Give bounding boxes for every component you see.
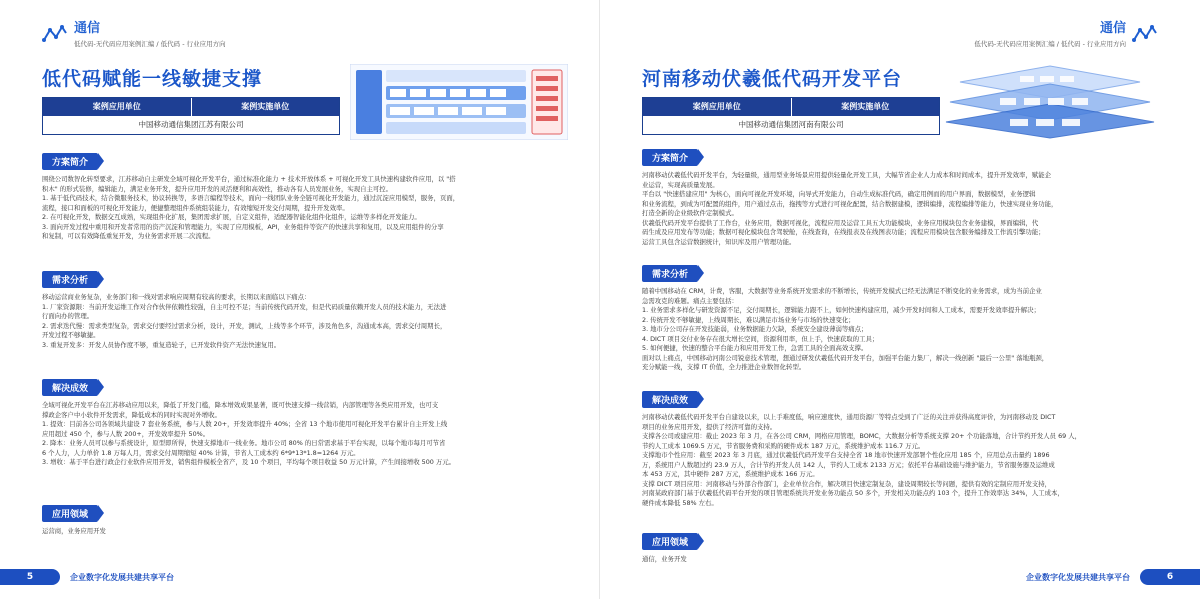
section-heading: 解决成效 (42, 379, 98, 396)
network-logo-icon (42, 24, 68, 44)
text-line: 和业务流程，到成为可配置的组件，用户通过点击，拖拽等方式进行可视化配置，结合数据建模，逻辑编排，流程编排等能力，快速实现业务功能， (642, 199, 1058, 208)
unit-header-application: 案例应用单位 (43, 98, 192, 116)
section-heading: 解决成效 (642, 391, 698, 408)
text-line: 1. 业务需求多样化与研发资源不足，交付周期长，逻辑能力跟不上，如何快速构建应用，减少开发时间和人工成本，需要开发效率提升解决； (642, 306, 1040, 314)
unit-header-implementation: 案例实施单位 (241, 102, 290, 111)
page-header (42, 22, 226, 48)
text-line: 通信，业务开发 (642, 555, 687, 563)
unit-table (642, 97, 940, 135)
text-line: 面对以上痛点，中国移动河南公司锐意技术管理，想通过研发伏羲低代码开发平台，加强平台能力集厂，解决一线创新 "最后一公里" 落地瓶颈， (642, 353, 1049, 362)
section-heading: 方案简介 (642, 149, 698, 166)
section-requirements (642, 262, 1162, 373)
section-heading: 需求分析 (42, 271, 98, 288)
text-line: 平台以 "快速搭建应用" 为核心，面向可视化开发环境，向导式开发能力，自动生成标准代码，确定用例而的用户界面，数据模型，业务逻辑 (642, 190, 1036, 198)
text-line: 6 个人力，人力单价 1.8 万每人月，需求交付周期缩短 40% 计算，节省人工成本约 6*9*13*1.8=1264 万元。 (42, 448, 360, 457)
page-footer (0, 569, 184, 585)
text-line: 5. 如何便捷，快速的整合平台能力和应用开发工作，急需工具的全面高效支撑。 (642, 344, 868, 352)
text-line: 运营工具包含运营数据统计，知识库及用户管理功能。 (642, 237, 796, 246)
page-title: 低代码赋能一线敏捷支撑 (42, 68, 263, 90)
text-line: 流程，接口和面板的可视化开发能力，便捷整理组件系统组装能力，有效缩短开发交付周期，提升开发效率。 (42, 203, 349, 212)
text-line: 1. 厂家资源限：当前开发运维工作对合作伙伴依赖性较强，自主可控不足；当前传统代码开发，但是代码质量依赖开发人员的技术能力，无法进 (42, 302, 447, 311)
text-line: 运营商，业务应用开发 (42, 527, 106, 535)
text-line: 围绕公司数智化转型要求，江苏移动自主研发全域可视化开发平台，通过标准化能力 + 技术开放体系 + 可视化开发工具快速构建软件应用，以 "搭 (42, 175, 456, 183)
page-header (974, 22, 1158, 48)
text-line: 2. 需求迭代慢：需求类型复杂，需求交付要经过需求分析，设计，开发，测试，上线等多个环节，涉及角色多，沟通成本高，需求交付周期长， (42, 321, 447, 330)
unit-table (42, 97, 340, 135)
text-line: 支撑地市个性应用：截至 2023 年 3 月底，通过伏羲低代码开发平台支持全省 18 地市快速开发部署个性化应用 185 个，应用总点击量约 1896 (642, 451, 1050, 459)
right-page (600, 0, 1200, 599)
footer-text: 企业数字化发展共建共享平台 (1026, 572, 1130, 582)
section-domain (42, 502, 562, 537)
text-line: 支撑 DICT 项目应用：河南移动与外部合作部门，企业单位合作，解决项目快速定制复杂，建设周期较长等问题，提供有效的定制应用开发支持， (642, 479, 1052, 488)
text-line: 河南移动伏羲低代码开发平台自建设以来，以上手难度低，响应速度快，通用资源厂等特点受到了广泛的关注并获得高度评价，为河南移动及 DICT (642, 413, 1056, 421)
text-line: 伏羲低代码开发平台提供了工作台，业务应用，数据可视化，流程应用及运营工具五大功能模块，业务应用模块包含业务建模，界面编辑，代 (642, 218, 1039, 227)
text-line: 1. 基于低代码技术，结合微服务技术，协议转换等，多语言编程等技术，面向一线团队业务全链可视化开发能力，通过沉淀应用模型，服务，页面， (42, 194, 460, 202)
text-line: 2. 传统开发不够敏捷，上线周期长，难以满足市场业务与市场的快速变化； (642, 315, 855, 324)
section-heading: 方案简介 (42, 153, 98, 170)
text-line: 4. DICT 项目交付业务存在很大增长空间，资源利用率，但上手，快速获取的工具； (642, 334, 879, 343)
text-line: 急需攻克的难题。痛点主要包括： (642, 296, 738, 305)
section-results (642, 388, 1162, 508)
unit-header-implementation: 案例实施单位 (841, 102, 890, 111)
text-line: 1. 提效：目前各公司各领域共建设 7 套业务系统，参与人数 20+，开发效率提升 40%；全省 13 个地市使用可视化开发平台累计自主开发上线 (42, 420, 448, 428)
text-line: 2. 降本：业务人员可以参与系统设计，原型即所得，快速支撑地市一线业务。地市公司 80% 的日常需求基于平台实现，以每个地市每月可节省 (42, 439, 446, 447)
text-line: 节约人工成本 1069.5 万元，节省服务费和采购的硬件成本 187 万元，系统维护成本 116.7 万元。 (642, 441, 925, 450)
header-title: 通信 (1099, 21, 1126, 36)
text-line: 撑政企客户中小软件开发需求，降低成本的同时实现对外增收。 (42, 410, 221, 419)
text-line: 应用超过 450 个，参与人数 200+，开发效率提升 50%。 (42, 429, 210, 438)
text-line: 2. 在可视化开发，数据交互成熟，实现组件化扩展，集团需求扩展，自定义组件，适配器智能化组件化组件，运维等多样化开发能力。 (42, 213, 421, 221)
section-requirements (42, 268, 562, 350)
text-line: 万，系统用户人数超过约 23.9 万人，合计节约开发人员 142 人，节约人工成本 2133 万元；依托平台基础设施与维护能力，节省服务器及运维成 (642, 460, 1055, 469)
unit-value: 中国移动通信集团河南有限公司 (738, 120, 844, 129)
unit-header-application: 案例应用单位 (643, 98, 792, 116)
section-heading: 应用领域 (42, 505, 98, 522)
page-title: 河南移动伏羲低代码开发平台 (642, 68, 903, 90)
text-line: 开发过程不够敏捷。 (42, 331, 100, 339)
text-line: 3. 增收：基于平台进行政企行业软件应用开发，销售组件模板全省产，及 10 个项目，平均每个项目收益 50 万元计算，产生间接增收 500 万元。 (42, 458, 456, 466)
text-line: 河南移动伏羲低代码开发平台，为轻量级，通用型业务场景应用提供轻量化开发工具，大幅节省企业人力成本和时间成本，提升开发效率，赋能企 (642, 171, 1051, 179)
text-line: 硬件成本降低 58% 左右。 (642, 498, 718, 507)
text-line: 充分赋能一线，支撑 IT 价值，全力推进企业数智化转型。 (642, 363, 806, 371)
text-line: 积木" 的形式装修，编辑能力，满足业务开发，提升应用开发的灵活便利和高效性，推动各有人员发展业务，实现自主可控。 (42, 184, 393, 193)
section-overview (642, 146, 1162, 247)
text-line: 支撑各公司或建应用：截止 2023 年 3 月，在各公司 CRM，网格应用管理，BOMC，大数据分析等系统支撑 20+ 个功能落地，合计节约开发人员 69 人， (642, 432, 1082, 440)
text-line: 打造全新的企业级软件定制模式。 (642, 209, 738, 217)
platform-diagram (940, 64, 1160, 140)
text-line: 本 453 万元，其中硬件 287 万元，系统维护成本 166 万元。 (642, 470, 819, 478)
text-line: 3. 重复开发多：开发人员协作度不够，重复造轮子，已开发软件资产无法快速复用。 (42, 340, 281, 349)
text-line: 行面向办的管理。 (42, 312, 94, 320)
text-line: 全域可视化开发平台在江苏移动应用以来，降低了开发门槛，降本增效成果显著，既可快速支撑一线营销，内部管理等各类应用开发，也可支 (42, 401, 439, 409)
text-line: 项目的业务应用开发，提供了经济可靠的支持。 (642, 422, 777, 431)
text-line: 和复制，可以有效降低重复开发，为业务需求开展二次流程。 (42, 232, 215, 240)
page-number: 5 (0, 569, 60, 585)
text-line: 河南某政府部门基于伏羲低代码平台开发的项目管理系统共开发业务功能点 50 多个，开发相关功能点约 103 个，提升工作效率达 34%，人工成本， (642, 489, 1064, 497)
section-results (42, 376, 562, 468)
text-line: 3. 面向开发过程中重用和开发者常用的资产沉淀和管理能力，实现了应用模板，API，业务组件等资产的快速共享和复用，以及应用组件的分享 (42, 222, 444, 231)
section-heading: 应用领域 (642, 533, 698, 550)
text-line: 码生成及应用发布等功能；数据可视化模块包含驾驶舱，在线查询，在线报表及在线图表功能；流程应用模块包含服务编排及工作流引擎功能； (642, 228, 1045, 236)
breadcrumb: 低代码-无代码应用案例汇编 / 低代码 - 行业应用方向 (974, 40, 1126, 48)
breadcrumb: 低代码-无代码应用案例汇编 / 低代码 - 行业应用方向 (74, 40, 226, 48)
page-footer (1016, 569, 1200, 585)
text-line: 业运营，实现高质量发展。 (642, 180, 719, 189)
text-line: 3. 地市分公司存在开发技能弱，业务数据能力欠缺，系统安全建设薄弱等痛点； (642, 325, 868, 333)
header-title: 通信 (74, 21, 101, 36)
unit-value: 中国移动通信集团江苏有限公司 (138, 120, 244, 129)
text-line: 移动运营商业务复杂，业务部门和一线对需求响应周期有较高的要求，长期以来面临以下痛点： (42, 293, 311, 301)
text-line: 随着中国移动在 CRM，计费，客服，大数据等业务系统开发需求的不断增长，传统开发模式已经无法满足不断变化的业务需求，成为当前企业 (642, 287, 1042, 295)
footer-text: 企业数字化发展共建共享平台 (70, 572, 174, 582)
network-logo-icon (1132, 24, 1158, 44)
architecture-diagram (350, 64, 568, 140)
section-domain (642, 530, 1162, 565)
page-number: 6 (1140, 569, 1200, 585)
section-overview (42, 150, 562, 242)
section-heading: 需求分析 (642, 265, 698, 282)
